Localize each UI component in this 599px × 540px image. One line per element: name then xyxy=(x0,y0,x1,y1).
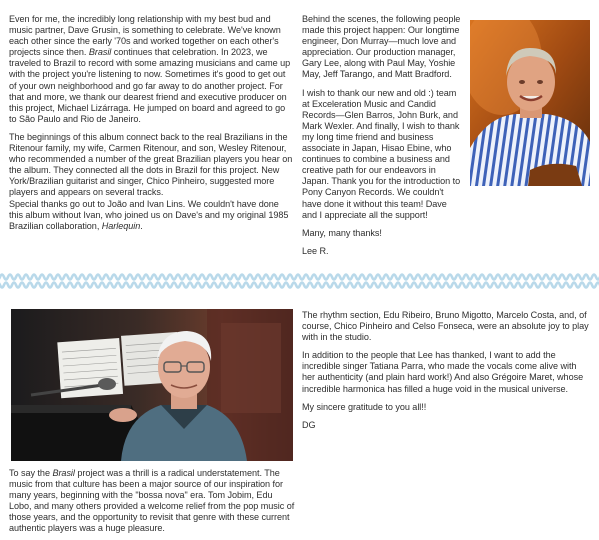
paragraph: My sincere gratitude to you all!! xyxy=(302,401,427,412)
paragraph: The rhythm section, Edu Ribeiro, Bruno Migotto, Marcelo Costa, and, of course, Chico Pinheiro and Celso Fonseca, were an absolute joy to play with in the studio. xyxy=(302,310,589,343)
liner-notes-lee-part-2 xyxy=(302,14,464,257)
paragraph: Special thanks go out to João and Ivan Lins. We couldn't have done this album without Ivan, who joined us on Dave's and my original 1985 Brazilian collaboration, Harlequin. xyxy=(9,198,289,231)
signature-lee: Lee R. xyxy=(302,245,329,256)
paragraph: Behind the scenes, the following people made this project happen: Our longtime engineer, Don Murray—much love and appreciation. Our production manager, Gary Lee, along with Paul May, Yoshie May, Jeff Tarango, and Matt Bradford. xyxy=(302,14,461,80)
paragraph: Many, many thanks! xyxy=(302,227,382,238)
photo-lee-ritenour xyxy=(470,20,590,186)
paragraph: Even for me, the incredibly long relationship with my best bud and music partner, Dave Grusin, is something to celebrate. We've known each other since the early '70s and worked together on each other's projects since then. Brasil continues that celebration. In 2023, we traveled to Brazil to record with some amazing musicians and came up with the project you're listening to now. Sometimes it's good to get out of your own neighborhood and go far away to do another project. For that and more, we thank our dearest friend and executive producer on this project, Michael Lizárraga. He jumped on board and agreed to go to São Paulo and Rio de Janeiro. xyxy=(9,14,291,124)
paragraph: To say the Brasil project was a thrill is a radical understatement. The music from that culture has been a major source of our inspiration for many years, beginning with the "bossa nova" era. Tom Jobim, Edu Lobo, and many others provided a welcome relief from the pop music of those years, and the opportunity to revisit that genre with these current authentic players was a huge pleasure. xyxy=(9,468,295,534)
signature-dg: DG xyxy=(302,419,316,430)
wave-divider xyxy=(0,268,599,294)
liner-notes-lee-part-1 xyxy=(9,14,294,232)
liner-notes-dg xyxy=(302,310,590,431)
paragraph: The beginnings of this album connect back to the real Brazilians in the Ritenour family, my wife, Carmen Ritenour, and son, Wesley Ritenour, who recommended a number of the great Brazilian players you hear on the album. They connected all the dots in Brazil for this project. New York/Brazilian guitarist and singer, Chico Pinheiro, suggested more players and appears on several tracks. xyxy=(9,131,293,198)
paragraph: In addition to the people that Lee has thanked, I want to add the incredible singer Tatiana Parra, who made the vocals come alive with her authenticity (and plain hard work!) And also Grégoire Maret, whose incredible harmonica has filled a huge void in the musical universe. xyxy=(302,350,584,394)
paragraph: I wish to thank our new and old :) team at Exceleration Music and Candid Records—Glen Barros, John Burk, and Mark Wexler. And finally, I wish to thank my long time friend and business associate in Japan, Hisao Ebine, who continues to combine a business and creative path for our endeavors in Japan. Thank you for the introduction to Pony Canyon Records. We couldn't have done it without this team! Dave and I appreciate all the support! xyxy=(302,87,461,220)
liner-notes-dg-brasil-intro xyxy=(9,468,297,540)
photo-dave-grusin xyxy=(11,309,293,461)
